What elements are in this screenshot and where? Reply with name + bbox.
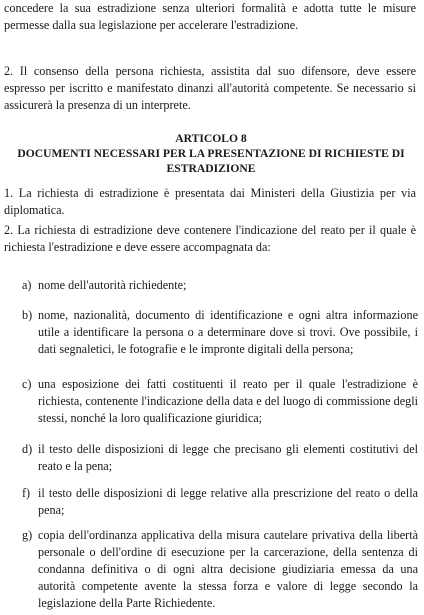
list-item-label: c): [22, 377, 32, 391]
list-item-label: a): [22, 278, 32, 292]
article-number: ARTICOLO 8: [175, 132, 247, 145]
list-item: [22, 485, 418, 519]
list-item-text: copia dell'ordinanza applicativa della misura cautelare privativa della libertà personale o dell'ordine di esecuzione per la carcerazione, della sentenza di condanna definitiva o di ogni altra decisione giudiziaria emessa da una autorità competente avente la stessa forza e valore di legge secondo la legislazione della Parte Richiedente.: [38, 528, 418, 610]
list-item-text: nome, nazionalità, documento di identificazione e ogni altra informazione utile a identificare la persona o a determinare dove si trovi. Ove possibile, i dati segnaletici, le fotografie e le impronte digitali della persona;: [38, 308, 418, 356]
list-item-text: il testo delle disposizioni di legge che precisano gli elementi costitutivi del reato e la pena;: [38, 442, 418, 473]
article-paragraph-1: 1. La richiesta di estradizione è presentata dai Ministeri della Giustizia per via diplomatica.: [4, 186, 416, 217]
list-item: [22, 376, 418, 427]
list-item: [22, 277, 418, 294]
list-item: [22, 307, 418, 358]
list-item-label: g): [22, 528, 33, 542]
list-item-label: d): [22, 442, 33, 456]
list-item-text: una esposizione dei fatti costituenti il reato per il quale l'estradizione è richiesta, contenente l'indicazione della data e del luogo di commissione degli stessi, nonché la loro qualificazione giuridica;: [38, 377, 418, 425]
list-item-label: b): [22, 308, 33, 322]
list-item-label: f): [22, 486, 31, 500]
list-item-text: nome dell'autorità richiedente;: [38, 278, 187, 292]
article-paragraph-2: 2. La richiesta di estradizione deve contenere l'indicazione del reato per il quale è richiesta l'estradizione e deve essere accompagnata da:: [4, 223, 416, 254]
article-title: DOCUMENTI NECESSARI PER LA PRESENTAZIONE DI RICHIESTE DI ESTRADIZIONE: [17, 147, 405, 175]
list-item-text: il testo delle disposizioni di legge relative alla prescrizione del reato o della pena;: [38, 486, 418, 517]
intro-paragraph: concedere la sua estradizione senza ulteriori formalità e adotta tutte le misure permesse dalla sua legislazione per accelerare l'estradizione.: [4, 1, 416, 32]
consent-paragraph: 2. Il consenso della persona richiesta, assistita dal suo difensore, deve essere espresso per iscritto e manifestato dinanzi all'autorità competente. Se necessario si assicurerà la presenza di un interprete.: [4, 64, 416, 112]
list-item: [22, 441, 418, 475]
list-item: [22, 527, 418, 612]
